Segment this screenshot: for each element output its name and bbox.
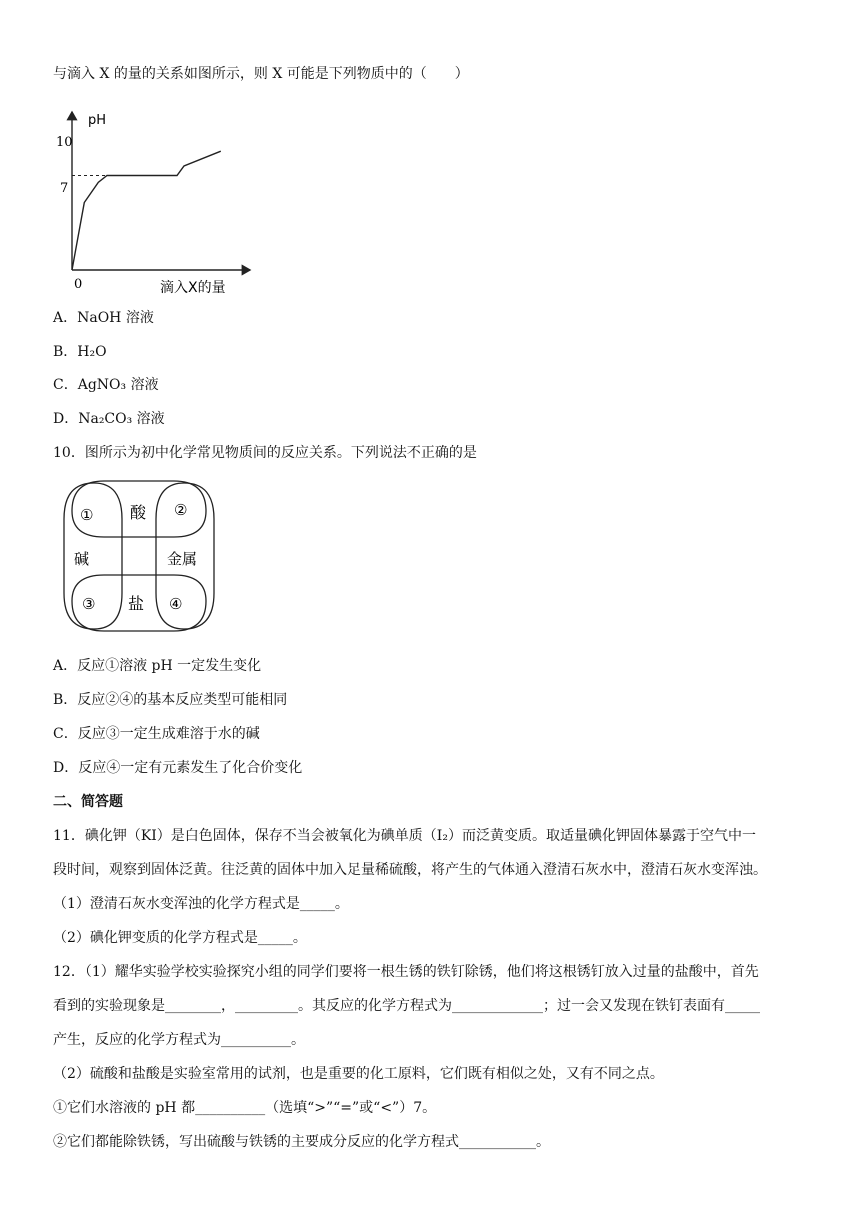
q10-option-c: C．反应③一定生成难溶于水的碱 (53, 726, 260, 742)
label-salt: 盐 (128, 594, 145, 613)
x-origin-label: 0 (74, 277, 83, 292)
y-tick-7: 7 (60, 181, 69, 196)
q9-option-c: C．AgNO₃ 溶液 (53, 377, 159, 393)
q11-line-2: 段时间，观察到固体泛黄。往泛黄的固体中加入足量稀硫酸，将产生的气体通入澄清石灰水中，澄清石灰水变浑浊。 (53, 862, 767, 878)
section-heading: 二、简答题 (53, 794, 123, 810)
y-axis-label: pH (88, 113, 107, 128)
label-base: 碱 (74, 550, 90, 568)
q12-line-6: ②它们都能除铁锈，写出硫酸与铁锈的主要成分反应的化学方程式___________。 (53, 1134, 550, 1150)
q10-option-b: B．反应②④的基本反应类型可能相同 (53, 692, 288, 708)
q10-option-a: A．反应①溶液 pH 一定发生变化 (53, 658, 262, 674)
label-reaction-3: ③ (82, 595, 96, 613)
label-acid: 酸 (130, 503, 147, 522)
q10-stem: 10．图所示为初中化学常见物质间的反应关系。下列说法不正确的是 (53, 445, 477, 461)
q9-option-b: B．H₂O (53, 344, 107, 360)
q9-stem: 与滴入 X 的量的关系如图所示，则 X 可能是下列物质中的（ ） (53, 66, 469, 82)
q12-line-5: ①它们水溶液的 pH 都__________（选填“>”“=”或“<”）7。 (53, 1100, 437, 1116)
reaction-relation-diagram (58, 475, 220, 637)
q11-sub-2: （2）碘化钾变质的化学方程式是_____。 (53, 930, 307, 946)
label-reaction-4: ④ (169, 595, 183, 613)
q12-line-4: （2）硫酸和盐酸是实验室常用的试剂，也是重要的化工原料，它们既有相似之处，又有不同之点。 (53, 1066, 664, 1082)
q11-line-1: 11．碘化钾（KI）是白色固体，保存不当会被氧化为碘单质（I₂）而泛黄变质。取适量碘化钾固体暴露于空气中一 (53, 828, 756, 844)
q10-option-d: D．反应④一定有元素发生了化合价变化 (53, 760, 303, 776)
ph-curve (72, 151, 221, 270)
y-tick-10: 10 (56, 135, 73, 150)
q9-option-a: A．NaOH 溶液 (53, 310, 154, 326)
label-metal: 金属 (167, 550, 198, 568)
x-axis-label: 滴入X的量 (160, 280, 226, 296)
label-reaction-2: ② (174, 501, 188, 519)
q12-line-3: 产生，反应的化学方程式为__________。 (53, 1032, 305, 1048)
q11-sub-1: （1）澄清石灰水变浑浊的化学方程式是_____。 (53, 896, 349, 912)
q9-option-d: D．Na₂CO₃ 溶液 (53, 411, 165, 427)
q12-line-1: 12．（1）耀华实验学校实验探究小组的同学们要将一根生锈的铁钉除锈，他们将这根锈钉放入过量的盐酸中，首先 (53, 964, 759, 980)
ph-line-graph (52, 100, 267, 300)
label-reaction-1: ① (80, 506, 94, 524)
q12-line-2: 看到的实验现象是________，_________。其反应的化学方程式为_____________；过一会又发现在铁钉表面有_____ (53, 998, 760, 1014)
